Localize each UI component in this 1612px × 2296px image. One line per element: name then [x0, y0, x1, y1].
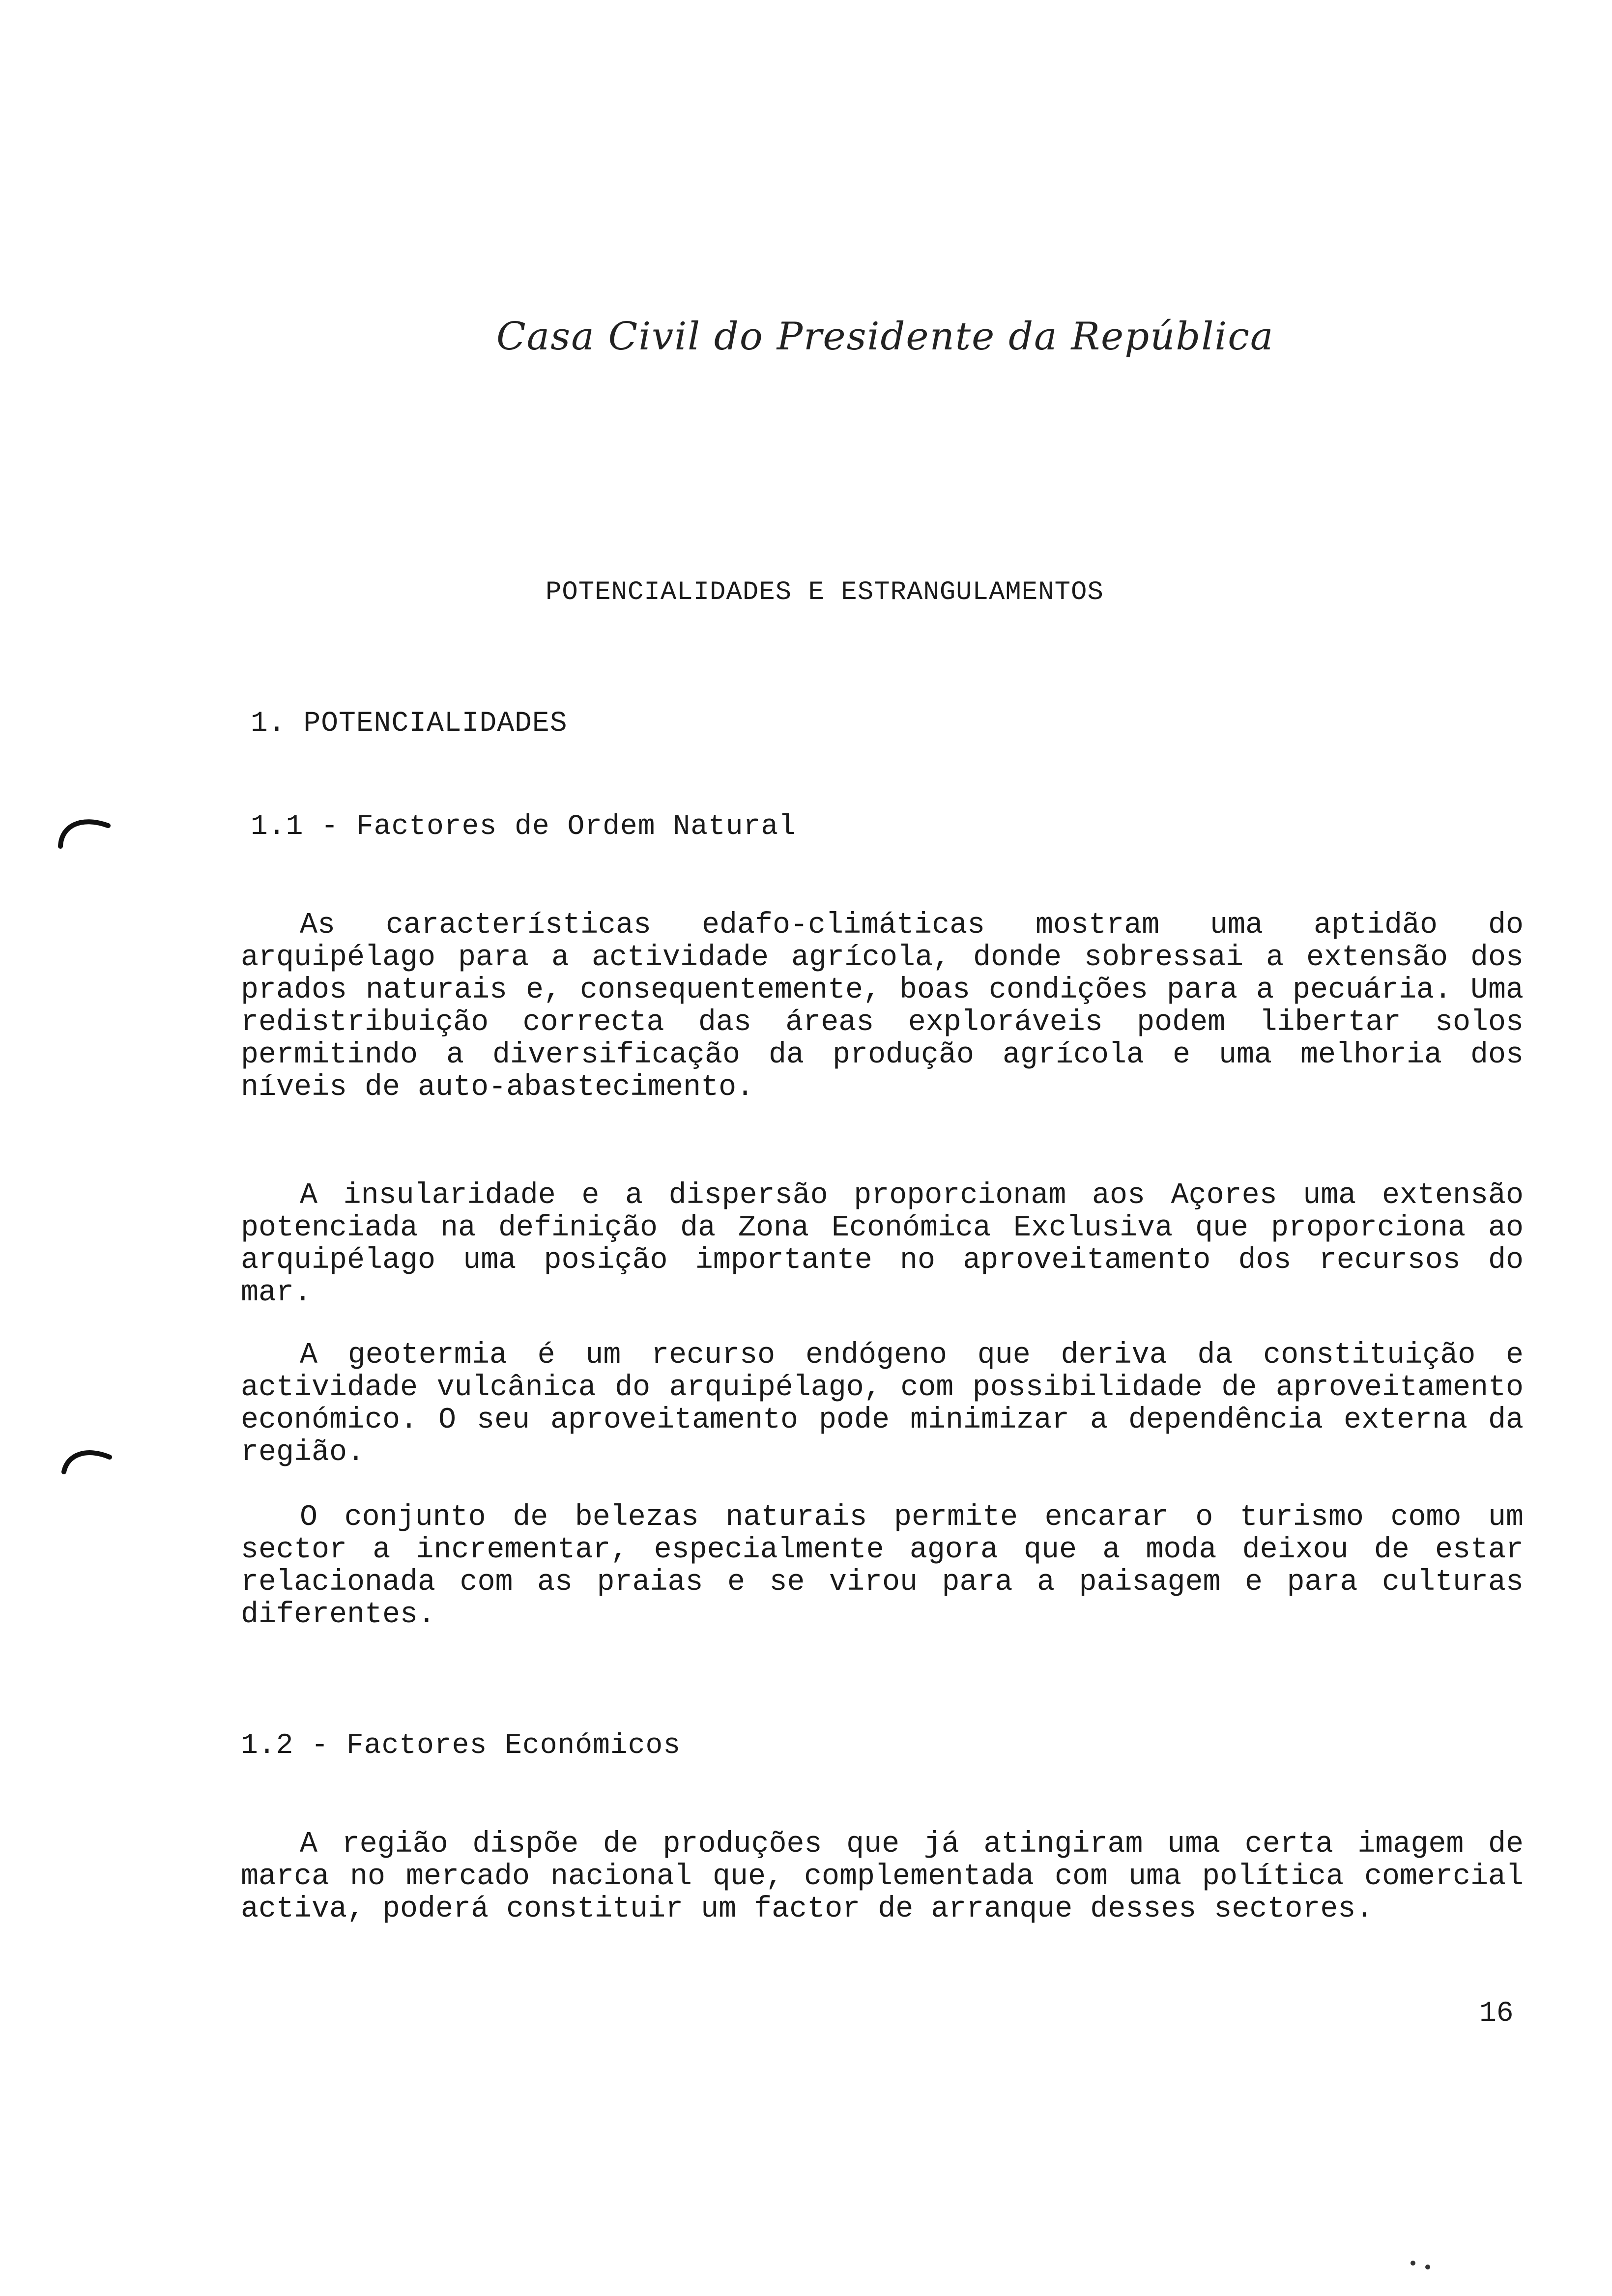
scan-speck — [1410, 2261, 1415, 2266]
page-title: POTENCIALIDADES E ESTRANGULAMENTOS — [546, 577, 1104, 607]
punch-hole-mark-icon — [57, 1437, 115, 1477]
paragraph: A região dispõe de produções que já atingiram uma certa imagem de marca no mercado nacional que, complementada com uma política comercial activa, poderá constituir um factor de arranque desses sectores. — [241, 1828, 1524, 1926]
subsection-heading: 1.2 - Factores Económicos — [241, 1730, 681, 1762]
paragraph: O conjunto de belezas naturais permite encarar o turismo como um sector a incrementar, especialmente agora que a moda deixou de estar relacionada com as praias e se virou para a paisagem e para culturas diferentes. — [241, 1501, 1524, 1632]
letterhead: Casa Civil do Presidente da República — [496, 315, 1274, 359]
scan-speck — [1425, 2265, 1430, 2269]
page-number: 16 — [1479, 1998, 1514, 2030]
section-heading: 1. POTENCIALIDADES — [251, 708, 568, 740]
paragraph: As características edafo-climáticas mostram uma aptidão do arquipélago para a actividade agrícola, donde sobressai a extensão dos prados naturais e, consequentemente, boas condições para a pecuária. Uma redistribuição correcta das áreas exploráveis podem libertar solos permitindo a diversificação da produção agrícola e uma melhoria dos níveis de auto-abastecimento. — [241, 909, 1524, 1104]
paragraph: A geotermia é um recurso endógeno que deriva da constituição e actividade vulcânica do arquipélago, com possibilidade de aproveitamento económico. O seu aproveitamento pode minimizar a dependência externa da região. — [241, 1339, 1524, 1469]
paragraph: A insularidade e a dispersão proporcionam aos Açores uma extensão potenciada na definição da Zona Económica Exclusiva que proporciona ao arquipélago uma posição importante no aproveitamento dos recursos do mar. — [241, 1179, 1524, 1310]
subsection-heading: 1.1 - Factores de Ordem Natural — [251, 811, 796, 843]
punch-hole-mark-icon — [52, 806, 115, 850]
